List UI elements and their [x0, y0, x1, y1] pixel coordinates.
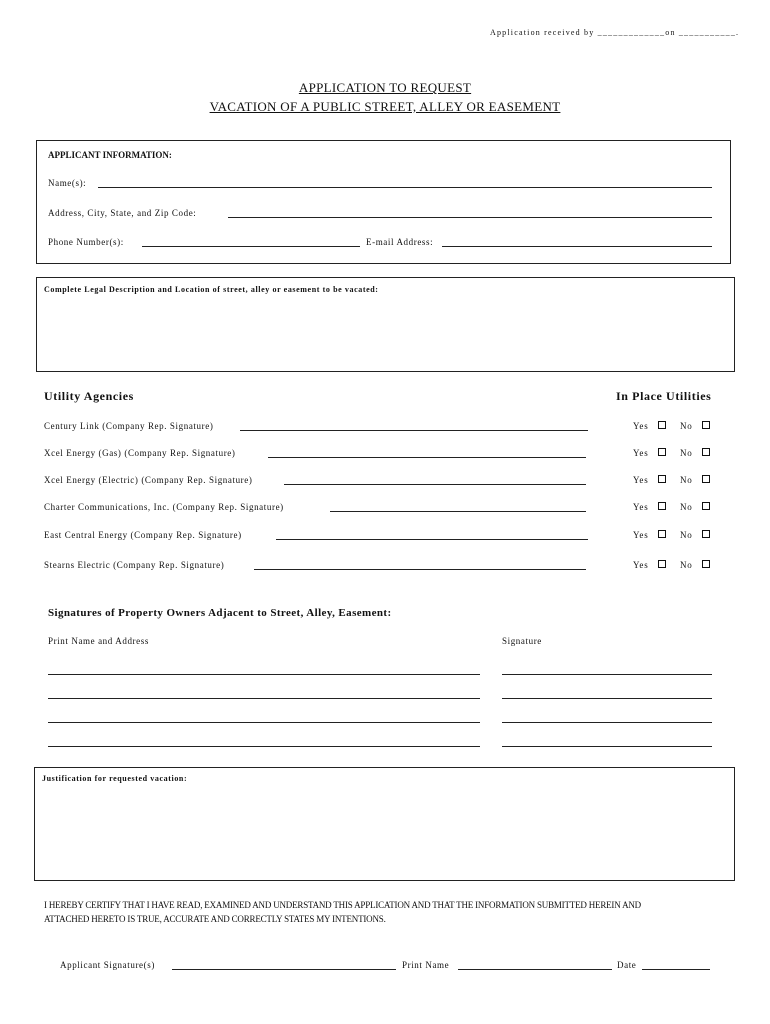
- utility-row-label: Xcel Energy (Gas) (Company Rep. Signature): [44, 448, 236, 458]
- owner-signature-line[interactable]: [502, 746, 712, 747]
- phone-field[interactable]: [142, 246, 360, 247]
- yes-checkbox[interactable]: [658, 448, 666, 456]
- email-field[interactable]: [442, 246, 712, 247]
- page-title-line1: APPLICATION TO REQUEST: [298, 80, 472, 95]
- no-label: No: [680, 502, 693, 512]
- owner-signature-line[interactable]: [502, 674, 712, 675]
- no-label: No: [680, 475, 693, 485]
- phone-label: Phone Number(s):: [48, 237, 124, 247]
- print-name-label: Print Name: [402, 960, 450, 970]
- date-label: Date: [617, 960, 637, 970]
- owner-name-line[interactable]: [48, 698, 480, 699]
- owner-name-line[interactable]: [48, 746, 480, 747]
- no-label: No: [680, 560, 693, 570]
- legal-description-label: Complete Legal Description and Location of street, alley or easement to be vacated:: [44, 285, 379, 294]
- yes-label: Yes: [633, 475, 649, 485]
- utility-signature-line[interactable]: [254, 569, 586, 570]
- justification-box[interactable]: [34, 767, 735, 881]
- yes-checkbox[interactable]: [658, 421, 666, 429]
- utility-signature-line[interactable]: [240, 430, 588, 431]
- no-checkbox[interactable]: [702, 475, 710, 483]
- address-label: Address, City, State, and Zip Code:: [48, 208, 197, 218]
- no-checkbox[interactable]: [702, 421, 710, 429]
- owner-signature-line[interactable]: [502, 698, 712, 699]
- certify-line2: ATTACHED HERETO IS TRUE, ACCURATE AND CORRECTLY STATES MY INTENTIONS.: [44, 914, 386, 924]
- utility-row-label: East Central Energy (Company Rep. Signature): [44, 530, 242, 540]
- utility-heading: Utility Agencies: [44, 389, 134, 403]
- no-label: No: [680, 421, 693, 431]
- utility-row-label: Century Link (Company Rep. Signature): [44, 421, 214, 431]
- in-place-heading: In Place Utilities: [616, 389, 712, 403]
- utility-row-label: Charter Communications, Inc. (Company Rep. Signature): [44, 502, 284, 512]
- yes-checkbox[interactable]: [658, 530, 666, 538]
- owner-name-line[interactable]: [48, 674, 480, 675]
- yes-label: Yes: [633, 502, 649, 512]
- applicant-signature-label: Applicant Signature(s): [60, 960, 155, 970]
- name-field[interactable]: [98, 187, 712, 188]
- certify-line1: I HEREBY CERTIFY THAT I HAVE READ, EXAMINED AND UNDERSTAND THIS APPLICATION AND THAT THE INFORMATION SUBMITTED HEREIN AND: [44, 900, 641, 910]
- yes-label: Yes: [633, 448, 649, 458]
- email-label: E-mail Address:: [366, 237, 434, 247]
- no-checkbox[interactable]: [702, 502, 710, 510]
- signature-column-label: Signature: [502, 636, 542, 646]
- page-title-line2: VACATION OF A PUBLIC STREET, ALLEY OR EASEMENT: [209, 99, 561, 114]
- no-checkbox[interactable]: [702, 560, 710, 568]
- owner-signature-line[interactable]: [502, 722, 712, 723]
- yes-checkbox[interactable]: [658, 475, 666, 483]
- no-label: No: [680, 448, 693, 458]
- utility-signature-line[interactable]: [284, 484, 586, 485]
- applicant-signature-field[interactable]: [172, 969, 396, 970]
- yes-label: Yes: [633, 530, 649, 540]
- utility-row-label: Xcel Energy (Electric) (Company Rep. Signature): [44, 475, 253, 485]
- name-label: Name(s):: [48, 178, 87, 188]
- utility-signature-line[interactable]: [330, 511, 586, 512]
- utility-signature-line[interactable]: [268, 457, 586, 458]
- yes-label: Yes: [633, 421, 649, 431]
- address-field[interactable]: [228, 217, 712, 218]
- print-name-field[interactable]: [458, 969, 612, 970]
- applicant-heading: APPLICANT INFORMATION:: [48, 150, 172, 160]
- owner-name-line[interactable]: [48, 722, 480, 723]
- yes-checkbox[interactable]: [658, 560, 666, 568]
- no-checkbox[interactable]: [702, 448, 710, 456]
- yes-checkbox[interactable]: [658, 502, 666, 510]
- yes-label: Yes: [633, 560, 649, 570]
- print-name-address-label: Print Name and Address: [48, 636, 149, 646]
- utility-row-label: Stearns Electric (Company Rep. Signature): [44, 560, 225, 570]
- utility-signature-line[interactable]: [276, 539, 588, 540]
- justification-label: Justification for requested vacation:: [42, 774, 188, 783]
- date-field[interactable]: [642, 969, 710, 970]
- received-line: Application received by _____________on ___________.: [490, 28, 740, 37]
- owners-heading: Signatures of Property Owners Adjacent to Street, Alley, Easement:: [48, 607, 392, 619]
- no-checkbox[interactable]: [702, 530, 710, 538]
- no-label: No: [680, 530, 693, 540]
